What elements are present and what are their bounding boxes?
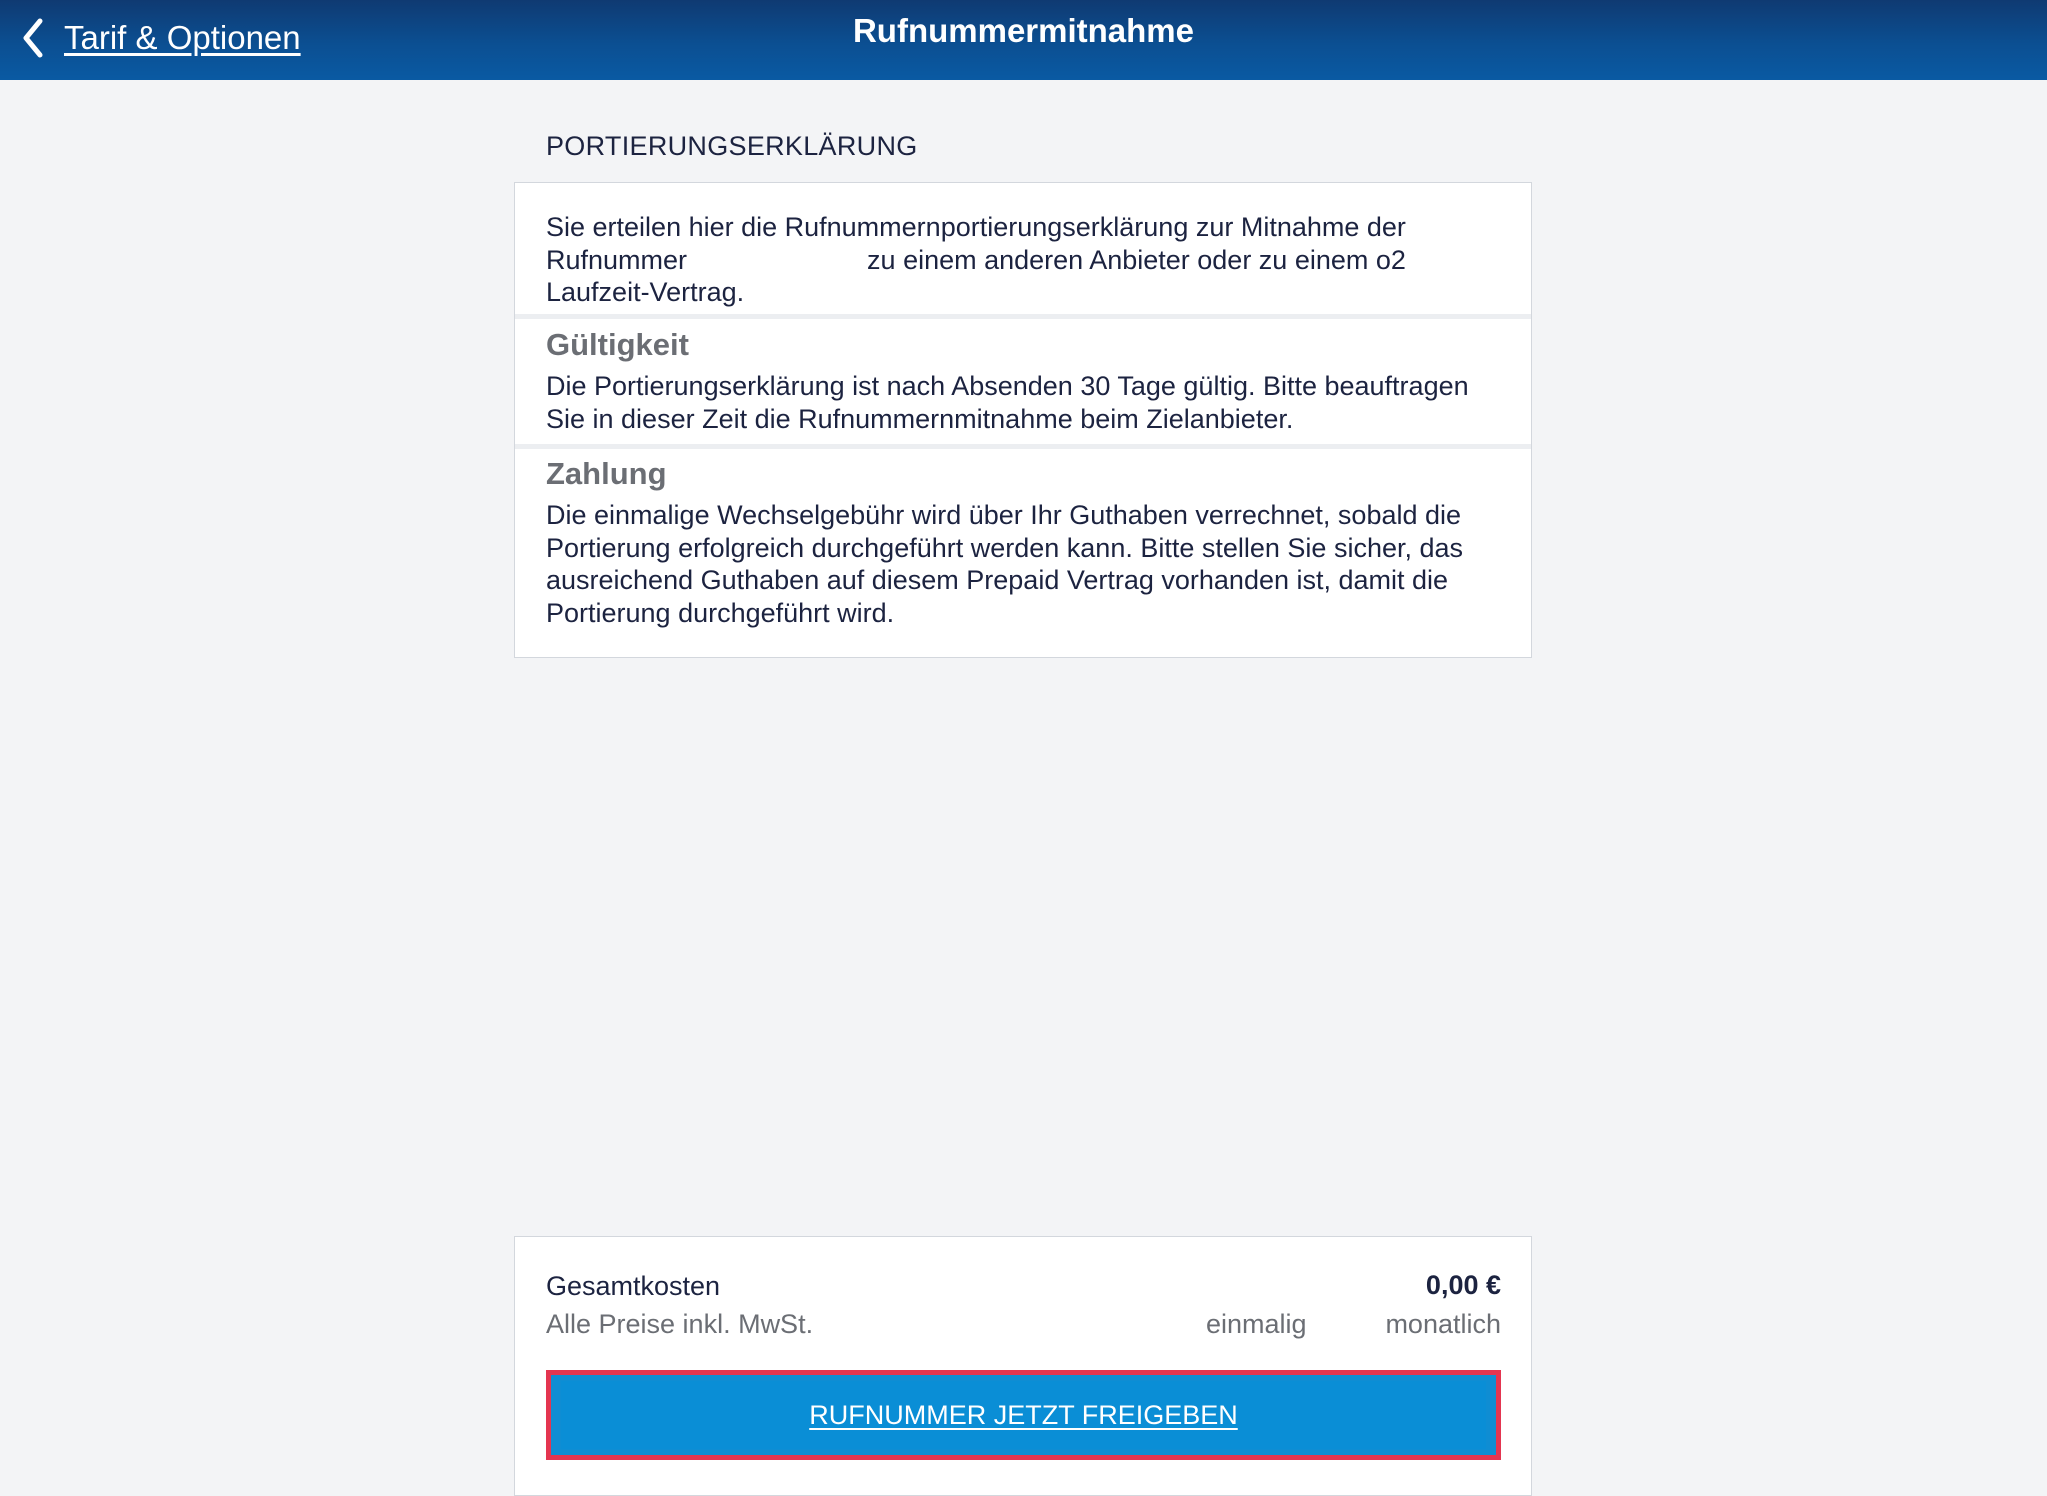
validity-block [515, 326, 1531, 435]
section-title: PORTIERUNGSERKLÄRUNG [546, 131, 918, 161]
vat-note: Alle Preise inkl. MwSt. [546, 1309, 814, 1339]
period-monthly-label: monatlich [1385, 1309, 1501, 1339]
validity-heading: Gültigkeit [546, 327, 689, 362]
back-label: Tarif & Optionen [64, 19, 301, 56]
intro-text-after-number: zu einem anderen Anbieter oder zu einem o2 Laufzeit-Vertrag. [546, 244, 1406, 307]
page-title: Rufnummermitnahme [852, 12, 1195, 49]
payment-heading: Zahlung [546, 456, 667, 491]
total-cost-value: 0,00 € [1425, 1270, 1501, 1300]
payment-text: Die einmalige Wechselgebühr wird über Ihr Guthaben verrechnet, sobald die Portierung erfolgreich durchgeführt werden kann. Bitte stellen Sie sicher, das ausreichend Guthaben auf diesem Prepaid Vertrag vorhanden ist, damit die Portierung durchgeführt wird. [546, 500, 1464, 628]
cost-summary-card [514, 1236, 1532, 1496]
highlight-frame [546, 1370, 1501, 1460]
period-once-label: einmalig [1206, 1309, 1307, 1339]
release-number-button[interactable]: RUFNUMMER JETZT FREIGEBEN [561, 1381, 1486, 1449]
validity-text: Die Portierungserklärung ist nach Absenden 30 Tage gültig. Bitte beauftragen Sie in dieser Zeit die Rufnummernmitnahme beim Zielanbieter. [546, 371, 1469, 434]
total-cost-label: Gesamtkosten [546, 1271, 721, 1301]
divider [515, 314, 1531, 319]
payment-block [515, 455, 1531, 629]
porting-declaration-card [514, 182, 1532, 658]
intro-text-before-number: Sie erteilen hier die Rufnummernportierungserklärung zur Mitnahme der Rufnummer [546, 212, 1406, 275]
top-navigation-bar [0, 0, 2047, 80]
intro-block [515, 211, 1531, 309]
intro-text [546, 211, 1500, 309]
divider [515, 444, 1531, 449]
